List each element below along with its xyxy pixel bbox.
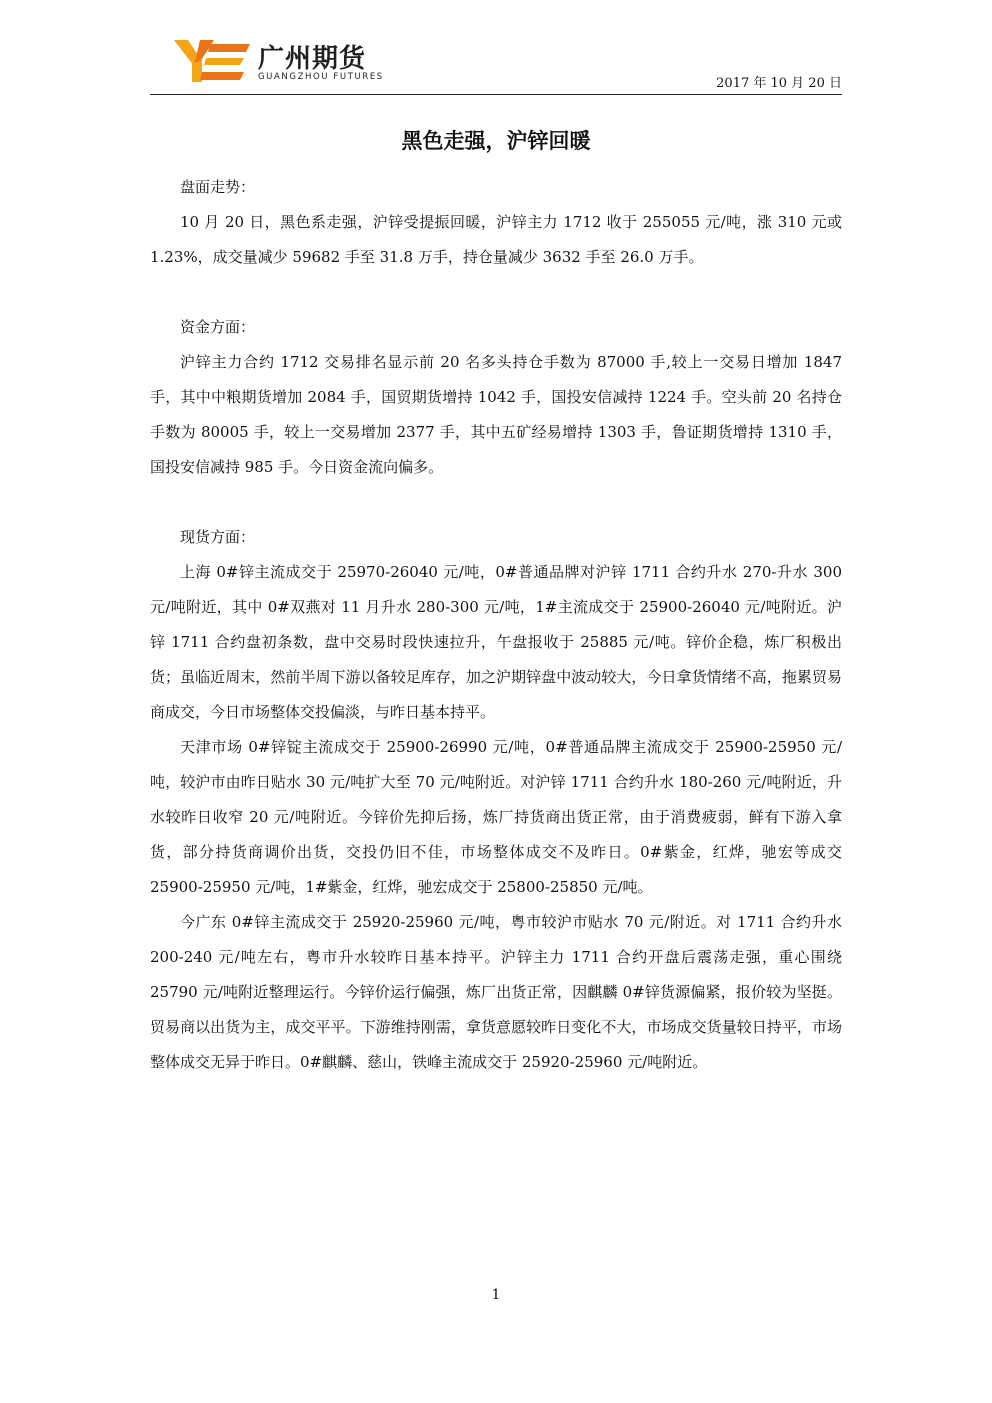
spacer	[150, 275, 842, 310]
report-body	[150, 170, 842, 1080]
spacer	[150, 485, 842, 520]
page-header	[150, 30, 842, 94]
paragraph-funds: 沪锌主力合约 1712 交易排名显示前 20 名多头持仓手数为 87000 手,较上一交易日增加 1847 手，其中中粮期货增加 2084 手，国贸期货增持 1042 手，国投安信减持 1224 手。空头前 20 名持仓手数为 80005 手，较上一交易增加 2377 手，其中五矿经易增持 1303 手，鲁证期货增持 1310 手，国投安信减持 985 手。今日资金流向偏多。	[150, 353, 842, 476]
logo-chinese-name: 广州期货	[258, 44, 367, 74]
guangzhou-futures-logo-icon	[174, 38, 252, 84]
section-heading-market: 盘面走势：	[180, 178, 256, 196]
company-logo	[174, 38, 384, 84]
paragraph-spot-shanghai: 上海 0#锌主流成交于 25970-26040 元/吨，0#普通品牌对沪锌 1711 合约升水 270-升水 300 元/吨附近，其中 0#双燕对 11 月升水 280-300 元/吨，1#主流成交于 25900-26040 元/吨附近。沪锌 1711 合约盘初条数，盘中交易时段快速拉升，午盘报收于 25885 元/吨。锌价企稳，炼厂积极出货；虽临近周末，然前半周下游以备较足库存，加之沪期锌盘中波动较大，今日拿货情绪不高，拖累贸易商成交，今日市场整体交投偏淡，与昨日基本持平。	[150, 563, 842, 721]
paragraph-market: 10 月 20 日，黑色系走强，沪锌受提振回暖，沪锌主力 1712 收于 255055 元/吨，涨 310 元或 1.23%，成交量减少 59682 手至 31.8 万手，持仓量减少 3632 手至 26.0 万手。	[150, 213, 842, 266]
logo-english-name: GUANGZHOU FUTURES	[258, 72, 384, 82]
section-heading-spot: 现货方面：	[180, 528, 256, 546]
header-divider	[150, 94, 842, 95]
section-heading-funds: 资金方面：	[180, 318, 256, 336]
paragraph-spot-tianjin: 天津市场 0#锌锭主流成交于 25900-26990 元/吨，0#普通品牌主流成交于 25900-25950 元/吨，较沪市由昨日贴水 30 元/吨扩大至 70 元/吨附近。对沪锌 1711 合约升水 180-260 元/吨附近，升水较昨日收窄 20 元/吨附近。今锌价先抑后扬，炼厂持货商出货正常，由于消费疲弱，鲜有下游入拿货，部分持货商调价出货，交投仍旧不佳，市场整体成交不及昨日。0#紫金，红烨，驰宏等成交 25900-25950 元/吨，1#紫金，红烨，驰宏成交于 25800-25850 元/吨。	[150, 738, 842, 896]
report-title: 黑色走强，沪锌回暖	[401, 129, 591, 153]
report-date: 2017 年 10 月 20 日	[716, 76, 842, 91]
paragraph-spot-guangdong: 今广东 0#锌主流成交于 25920-25960 元/吨，粤市较沪市贴水 70 元/附近。对 1711 合约升水 200-240 元/吨左右，粤市升水较昨日基本持平。沪锌主力 1711 合约开盘后震荡走强，重心围绕 25790 元/吨附近整理运行。今锌价运行偏强，炼厂出货正常，因麒麟 0#锌货源偏紧，报价较为坚挺。贸易商以出货为主，成交平平。下游维持刚需，拿货意愿较昨日变化不大，市场成交货量较日持平，市场整体成交无异于昨日。0#麒麟、慈山，铁峰主流成交于 25920-25960 元/吨附近。	[150, 913, 842, 1071]
page-number: 1	[491, 1287, 501, 1303]
